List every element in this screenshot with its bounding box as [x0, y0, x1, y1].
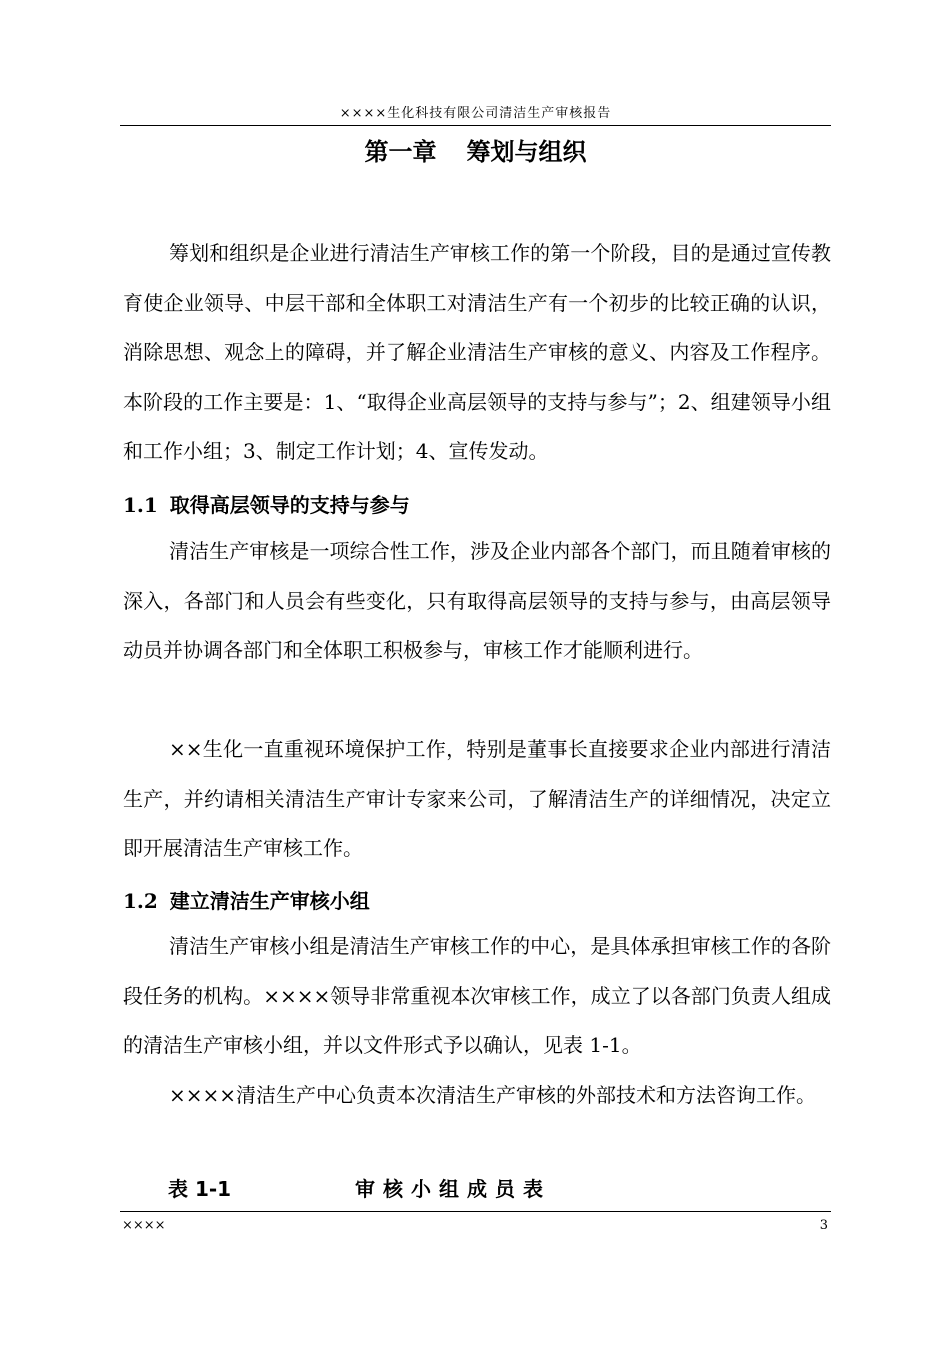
section-1-2-paragraph-2 [123, 1071, 831, 1121]
chapter-number: 第一章 [364, 138, 437, 166]
section-1-2-paragraph-1-text: 清洁生产审核小组是清洁生产审核工作的中心，是具体承担审核工作的各阶段任务的机构。××××领导非常重视本次审核工作，成立了以各部门负责人组成的清洁生产审核小组，并以文件形式予以确认，见表 1-1。 [123, 934, 831, 1057]
footer-company: ×××× [122, 1218, 166, 1233]
section-1-2-paragraph-2-text: ××××清洁生产中心负责本次清洁生产审核的外部技术和方法咨询工作。 [169, 1083, 817, 1107]
footer-rule [120, 1211, 831, 1212]
intro-paragraph-text: 筹划和组织是企业进行清洁生产审核工作的第一个阶段，目的是通过宣传教育使企业领导、中层干部和全体职工对清洁生产有一个初步的比较正确的认识，消除思想、观念上的障碍，并了解企业清洁生产审核的意义、内容及工作程序。本阶段的工作主要是：1、“取得企业高层领导的支持与参与”；2、组建领导小组和工作小组；3、制定工作计划；4、宣传发动。 [123, 241, 831, 463]
table-label: 表 1-1 [168, 1177, 232, 1201]
table-title: 审核小组成员表 [355, 1177, 551, 1201]
running-header: ××××生化科技有限公司清洁生产审核报告 [339, 106, 612, 121]
section-1-1-paragraph-2-text: ××生化一直重视环境保护工作，特别是董事长直接要求企业内部进行清洁生产，并约请相关清洁生产审计专家来公司，了解清洁生产的详细情况，决定立即开展清洁生产审核工作。 [123, 737, 831, 860]
chapter-name: 筹划与组织 [466, 138, 587, 166]
section-1-1-paragraph-1 [123, 527, 831, 676]
section-1-1-number: 1.1 [123, 493, 158, 517]
section-1-2-title: 建立清洁生产审核小组 [169, 889, 370, 913]
section-1-1-paragraph-2 [123, 725, 831, 874]
section-1-2-number: 1.2 [123, 889, 158, 913]
chapter-title [120, 132, 831, 167]
header-rule [120, 125, 831, 126]
section-1-1-heading [123, 489, 831, 518]
section-1-2-paragraph-1 [123, 922, 831, 1071]
page-number: 3 [819, 1218, 828, 1233]
intro-paragraph [123, 229, 831, 477]
section-1-1-paragraph-1-text: 清洁生产审核是一项综合性工作，涉及企业内部各个部门，而且随着审核的深入，各部门和人员会有些变化，只有取得高层领导的支持与参与，由高层领导动员并协调各部门和全体职工积极参与，审核工作才能顺利进行。 [123, 539, 831, 662]
section-1-2-heading [123, 885, 831, 914]
section-1-1-title: 取得高层领导的支持与参与 [169, 493, 410, 517]
